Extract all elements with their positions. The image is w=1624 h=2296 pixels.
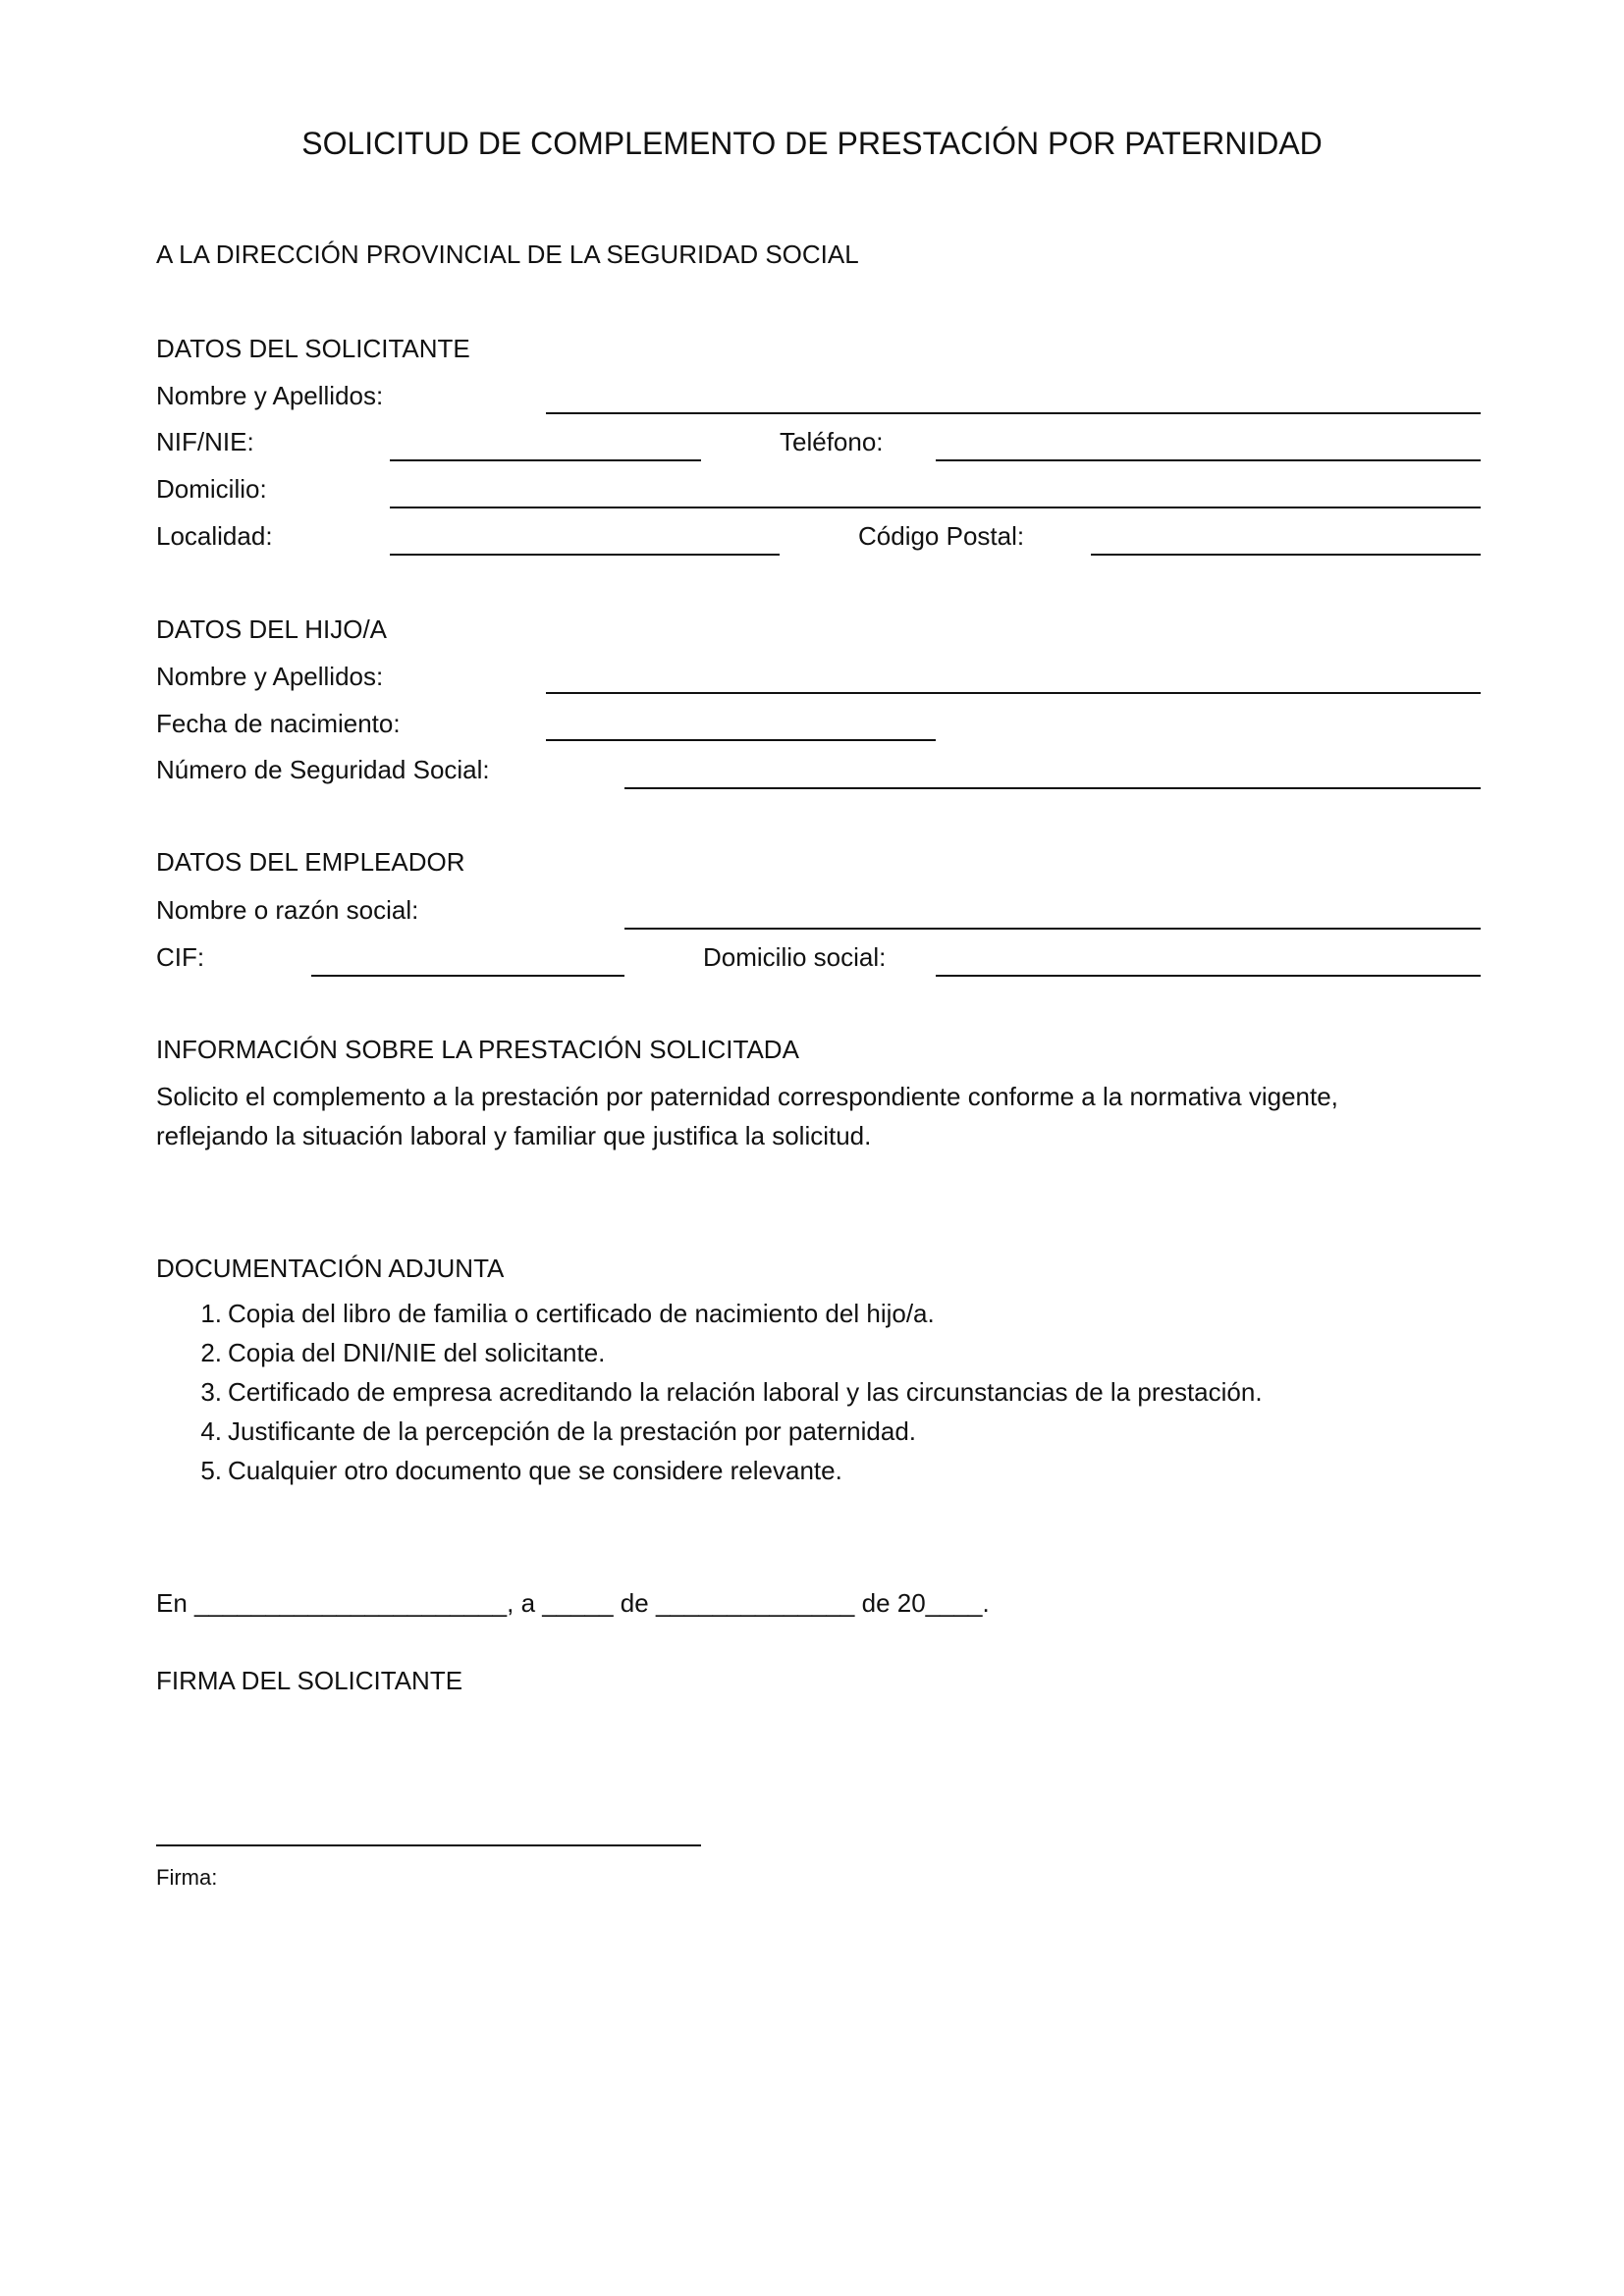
empleador-domicilio-social-field[interactable] xyxy=(936,939,1481,977)
empleador-razon-social-label: Nombre o razón social: xyxy=(156,895,419,925)
hijo-nombre-field[interactable] xyxy=(546,657,1481,694)
empleador-razon-social-field[interactable] xyxy=(624,892,1481,930)
list-item xyxy=(189,1412,1263,1451)
section-heading-documentacion: DOCUMENTACIÓN ADJUNTA xyxy=(156,1254,505,1283)
informacion-paragraph xyxy=(156,1077,1338,1155)
list-item xyxy=(189,1372,1263,1412)
hijo-fecha-nacimiento-field[interactable] xyxy=(546,704,936,741)
list-item xyxy=(189,1294,1263,1333)
solicitante-telefono-label: Teléfono: xyxy=(780,427,884,456)
section-heading-informacion: INFORMACIÓN SOBRE LA PRESTACIÓN SOLICITADA xyxy=(156,1035,799,1064)
solicitante-domicilio-label: Domicilio: xyxy=(156,474,267,504)
solicitante-domicilio-field[interactable] xyxy=(390,471,1481,508)
list-item-number: 4. xyxy=(200,1416,222,1446)
solicitante-codigo-postal-label: Código Postal: xyxy=(858,521,1025,551)
hijo-nombre-label: Nombre y Apellidos: xyxy=(156,662,384,691)
hijo-nss-label: Número de Seguridad Social: xyxy=(156,755,490,784)
paragraph-line: reflejando la situación laboral y familiar que justifica la solicitud. xyxy=(156,1121,872,1150)
list-item-text: Copia del DNI/NIE del solicitante. xyxy=(228,1338,606,1367)
list-item-text: Copia del libro de familia o certificado de nacimiento del hijo/a. xyxy=(228,1299,935,1328)
solicitante-nif-field[interactable] xyxy=(390,424,701,461)
section-heading-hijo: DATOS DEL HIJO/A xyxy=(156,614,388,644)
empleador-cif-label: CIF: xyxy=(156,942,205,972)
solicitante-telefono-field[interactable] xyxy=(936,424,1481,461)
list-item-number: 1. xyxy=(200,1299,222,1328)
signature-line[interactable] xyxy=(156,1844,701,1846)
list-item-number: 2. xyxy=(200,1338,222,1367)
list-item-text: Cualquier otro documento que se considere relevante. xyxy=(228,1456,842,1485)
list-item xyxy=(189,1451,1263,1490)
addressee: A LA DIRECCIÓN PROVINCIAL DE LA SEGURIDAD SOCIAL xyxy=(156,240,859,269)
list-item-text: Justificante de la percepción de la prestación por paternidad. xyxy=(228,1416,916,1446)
list-item-number: 3. xyxy=(200,1377,222,1407)
solicitante-nombre-field[interactable] xyxy=(546,377,1481,414)
list-item xyxy=(189,1333,1263,1372)
signature-label: Firma: xyxy=(156,1865,218,1890)
section-heading-firma: FIRMA DEL SOLICITANTE xyxy=(156,1666,463,1695)
paragraph-line: Solicito el complemento a la prestación por paternidad correspondiente conforme a la normativa vigente, xyxy=(156,1082,1338,1111)
section-heading-solicitante: DATOS DEL SOLICITANTE xyxy=(156,334,470,363)
solicitante-nif-label: NIF/NIE: xyxy=(156,427,254,456)
documentacion-list xyxy=(189,1294,1263,1490)
list-item-text: Certificado de empresa acreditando la relación laboral y las circunstancias de la prestación. xyxy=(228,1377,1263,1407)
solicitante-nombre-label: Nombre y Apellidos: xyxy=(156,381,384,410)
page-title: SOLICITUD DE COMPLEMENTO DE PRESTACIÓN POR PATERNIDAD xyxy=(301,126,1323,161)
section-heading-empleador: DATOS DEL EMPLEADOR xyxy=(156,847,465,877)
empleador-domicilio-social-label: Domicilio social: xyxy=(703,942,887,972)
solicitante-localidad-field[interactable] xyxy=(390,518,780,556)
hijo-nss-field[interactable] xyxy=(624,752,1481,789)
solicitante-codigo-postal-field[interactable] xyxy=(1091,518,1481,556)
solicitante-localidad-label: Localidad: xyxy=(156,521,273,551)
hijo-fecha-nacimiento-label: Fecha de nacimiento: xyxy=(156,709,401,738)
empleador-cif-field[interactable] xyxy=(311,939,624,977)
list-item-number: 5. xyxy=(200,1456,222,1485)
place-date-line: En ______________________, a _____ de ______________ de 20____. xyxy=(156,1588,990,1618)
